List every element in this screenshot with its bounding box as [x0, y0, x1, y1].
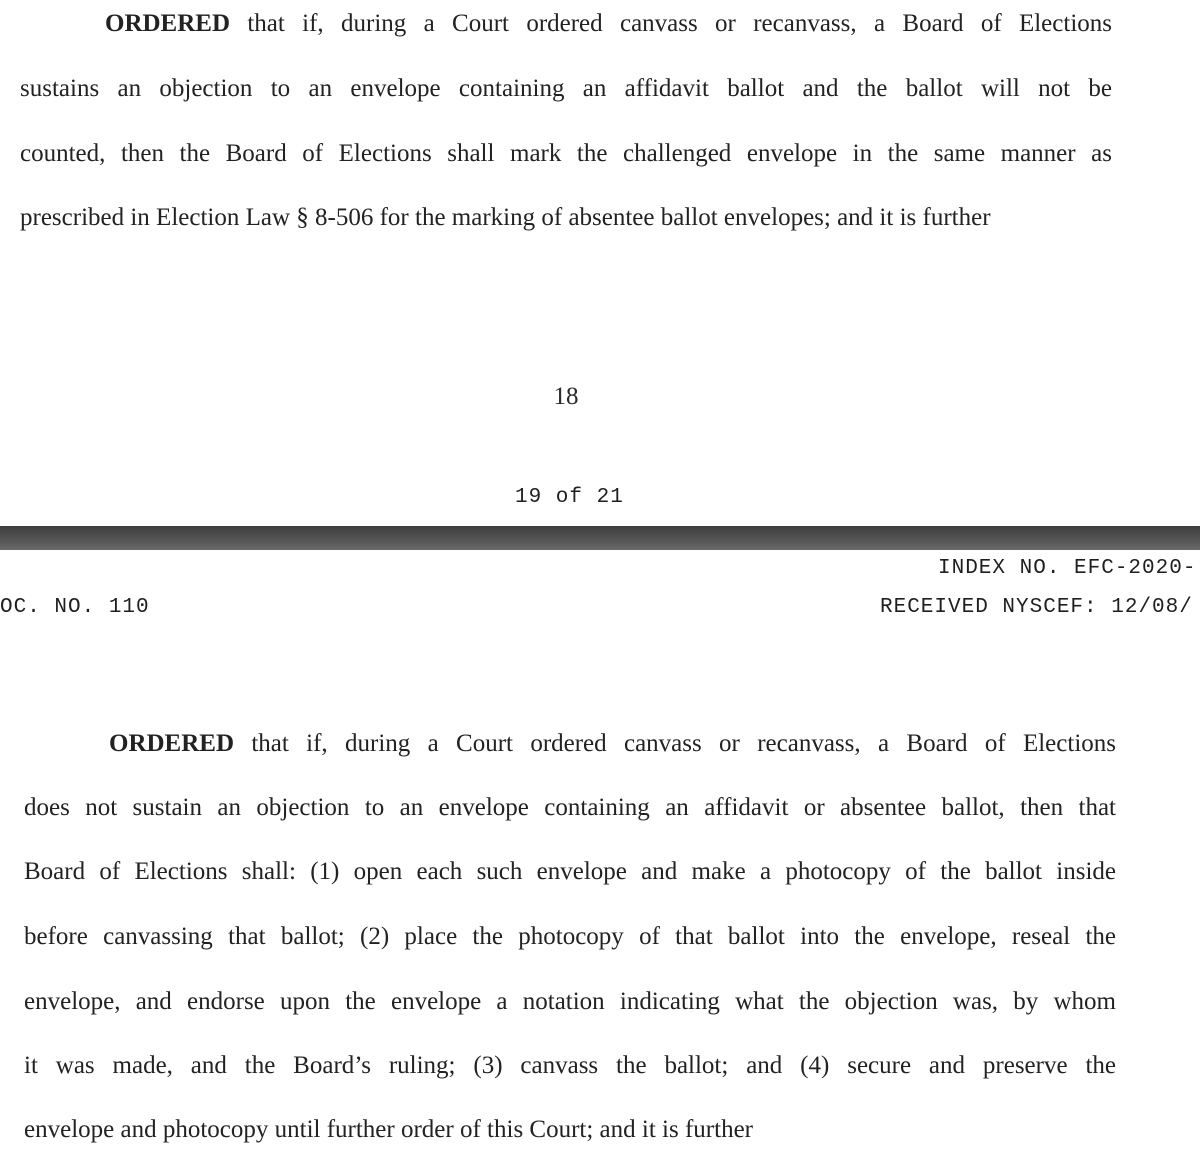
paragraph-line: envelope, and endorse upon the envelope a notation indicating what the objection was, by whom — [24, 988, 1116, 1015]
paragraph-text: that if, during a Court ordered canvass or recanvass, a Board of Elections — [230, 10, 1112, 37]
filing-page-count: 19 of 21 — [515, 486, 624, 509]
ordered-lead: ORDERED — [105, 10, 231, 37]
paragraph-line: Board of Elections shall: (1) open each such envelope and make a photocopy of the ballot inside — [24, 858, 1116, 885]
paragraph-line: does not sustain an objection to an envelope containing an affidavit or absentee ballot, then that — [24, 794, 1116, 821]
index-number: INDEX NO. EFC-2020- — [938, 557, 1197, 580]
paragraph-line: prescribed in Election Law § 8-506 for the marking of absentee ballot envelopes; and it is further — [20, 204, 991, 231]
paragraph-text: that if, during a Court ordered canvass or recanvass, a Board of Elections — [234, 730, 1116, 757]
paragraph-line: before canvassing that ballot; (2) place the photocopy of that ballot into the envelope, reseal the — [24, 923, 1116, 950]
ordered-paragraph-affidavit-sustained — [20, 0, 1112, 260]
paragraph-line: sustains an objection to an envelope containing an affidavit ballot and the ballot will not be — [20, 75, 1112, 102]
document-page-19 — [0, 0, 1200, 526]
page-separator — [0, 526, 1200, 550]
paragraph-line: envelope and photocopy until further order of this Court; and it is further — [24, 1116, 753, 1143]
paragraph-line — [105, 10, 1112, 38]
paragraph-line — [109, 730, 1116, 758]
doc-number: OC. NO. 110 — [0, 596, 150, 619]
page-number: 18 — [553, 383, 579, 410]
received-date: RECEIVED NYSCEF: 12/08/ — [880, 596, 1193, 619]
ordered-paragraph-objection-not-sustained — [24, 550, 1116, 1157]
document-page-20 — [0, 550, 1200, 1157]
paragraph-line: it was made, and the Board’s ruling; (3) canvass the ballot; and (4) secure and preserve the — [24, 1052, 1116, 1079]
paragraph-line: counted, then the Board of Elections shall mark the challenged envelope in the same manner as — [20, 140, 1112, 167]
ordered-lead: ORDERED — [109, 730, 235, 757]
